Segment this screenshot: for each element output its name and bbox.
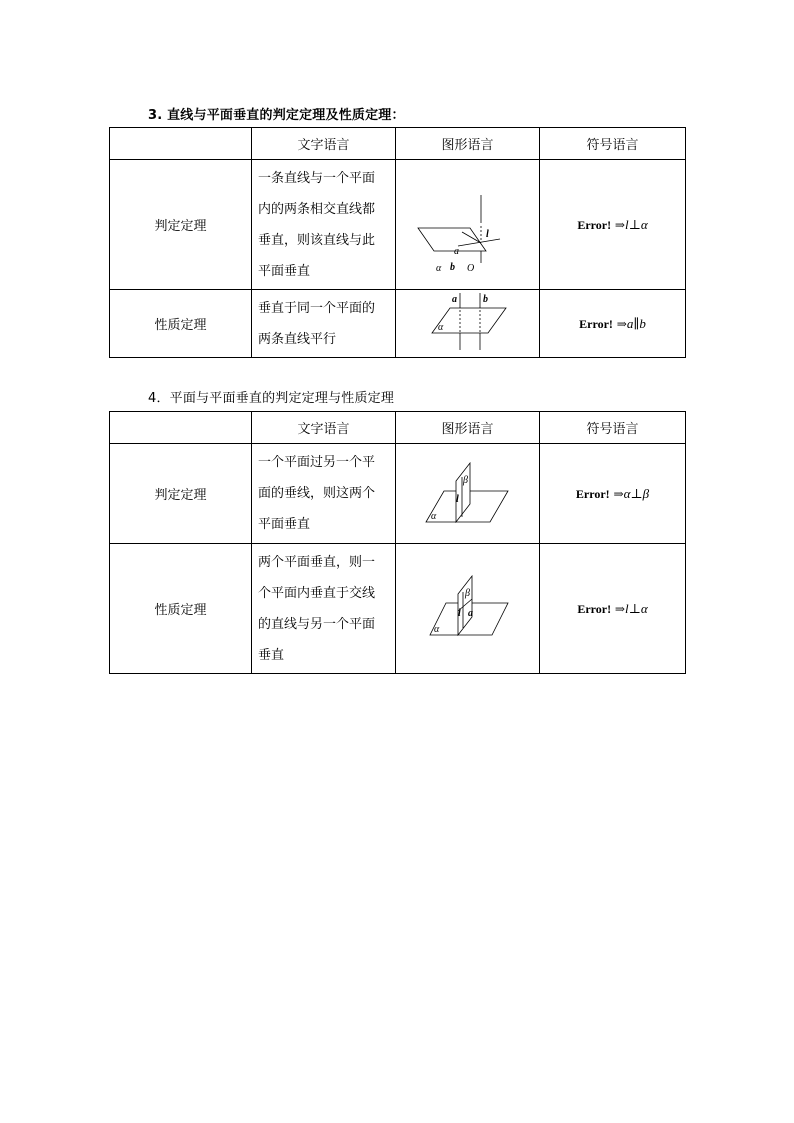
label-l: l <box>458 608 461 619</box>
label-beta: β <box>463 475 468 486</box>
symbol-error-text: Error! <box>575 486 610 501</box>
line-b <box>458 239 500 246</box>
section3-title: 3. 直线与平面垂直的判定定理及性质定理： <box>148 108 405 123</box>
symbol-formula: a∥b <box>626 315 646 331</box>
row-symbol <box>540 544 686 674</box>
desc-line: 两条直线平行 <box>258 331 337 347</box>
header-empty <box>110 128 252 160</box>
row-name: 性质定理 <box>110 290 252 358</box>
header-figure-language: 图形语言 <box>396 412 540 444</box>
row-symbol <box>540 444 686 544</box>
desc-line: 平面垂直 <box>258 517 311 532</box>
symbol-error-text: Error! <box>577 217 612 232</box>
plane-plane-perpendicular-table <box>109 411 686 674</box>
desc-line: 垂直 <box>258 647 285 663</box>
table-row <box>110 544 686 674</box>
plane-beta-shape <box>456 463 470 522</box>
plane-perpendicular-property-figure <box>396 544 540 669</box>
symbol-formula: l⊥α <box>624 216 648 232</box>
desc-line: 两个平面垂直，则一 <box>258 554 376 570</box>
row-name: 判定定理 <box>110 444 252 544</box>
parallel-lines-plane-figure <box>396 290 540 353</box>
row-description <box>252 444 396 544</box>
header-symbol-language: 符号语言 <box>540 412 686 444</box>
label-O: O <box>467 263 475 274</box>
row-symbol <box>540 290 686 358</box>
header-symbol-language: 符号语言 <box>540 128 686 160</box>
table-row <box>110 444 686 544</box>
row-figure <box>396 290 540 358</box>
label-alpha: α <box>431 511 437 522</box>
plane-perpendicular-plane-figure <box>396 444 540 539</box>
row-figure <box>396 544 540 674</box>
label-l: l <box>486 229 489 240</box>
implies-symbol: ⇒ <box>614 217 625 232</box>
symbol-formula: α⊥β <box>623 485 650 501</box>
row-figure <box>396 444 540 544</box>
label-beta: β <box>465 588 470 599</box>
label-alpha: α <box>434 624 440 635</box>
table-header-row <box>110 128 686 160</box>
desc-line: 内的两条相交直线都 <box>258 201 376 217</box>
label-b: b <box>483 294 488 305</box>
header-text-language: 文字语言 <box>252 128 396 160</box>
desc-line: 一个平面过另一个平 <box>258 455 376 470</box>
header-figure-language: 图形语言 <box>396 128 540 160</box>
section4-title: 4．平面与平面垂直的判定定理与性质定理 <box>148 391 395 406</box>
label-a: a <box>468 608 473 619</box>
label-a: a <box>452 294 457 305</box>
table-row <box>110 290 686 358</box>
symbol-error-text: Error! <box>579 316 613 331</box>
row-name: 判定定理 <box>110 160 252 290</box>
desc-line: 垂直，则该直线与此 <box>258 232 376 248</box>
desc-line: 垂直于同一个平面的 <box>258 300 376 316</box>
label-alpha: α <box>438 322 444 333</box>
line-a <box>462 232 481 243</box>
table-header-row <box>110 412 686 444</box>
desc-line: 面的垂线，则这两个 <box>258 486 376 501</box>
header-empty <box>110 412 252 444</box>
table-row <box>110 160 686 290</box>
row-symbol <box>540 160 686 290</box>
desc-line: 平面垂直 <box>258 263 311 279</box>
label-b: b <box>450 262 455 273</box>
symbol-error-text: Error! <box>577 601 612 616</box>
row-name: 性质定理 <box>110 544 252 674</box>
row-description <box>252 544 396 674</box>
row-description <box>252 160 396 290</box>
implies-symbol: ⇒ <box>614 601 625 616</box>
label-a: a <box>454 246 459 257</box>
line-perpendicular-plane-figure <box>396 160 540 285</box>
line-plane-perpendicular-table <box>109 127 686 358</box>
desc-line: 个平面内垂直于交线 <box>258 585 376 601</box>
symbol-formula: l⊥α <box>624 600 648 616</box>
label-alpha: α <box>436 263 442 274</box>
plane-alpha-shape <box>418 228 486 251</box>
implies-symbol: ⇒ <box>616 316 627 331</box>
row-figure <box>396 160 540 290</box>
row-description <box>252 290 396 358</box>
desc-line: 的直线与另一个平面 <box>258 616 376 632</box>
label-l: l <box>456 494 459 505</box>
header-text-language: 文字语言 <box>252 412 396 444</box>
implies-symbol: ⇒ <box>613 486 624 501</box>
desc-line: 一条直线与一个平面 <box>258 170 376 186</box>
